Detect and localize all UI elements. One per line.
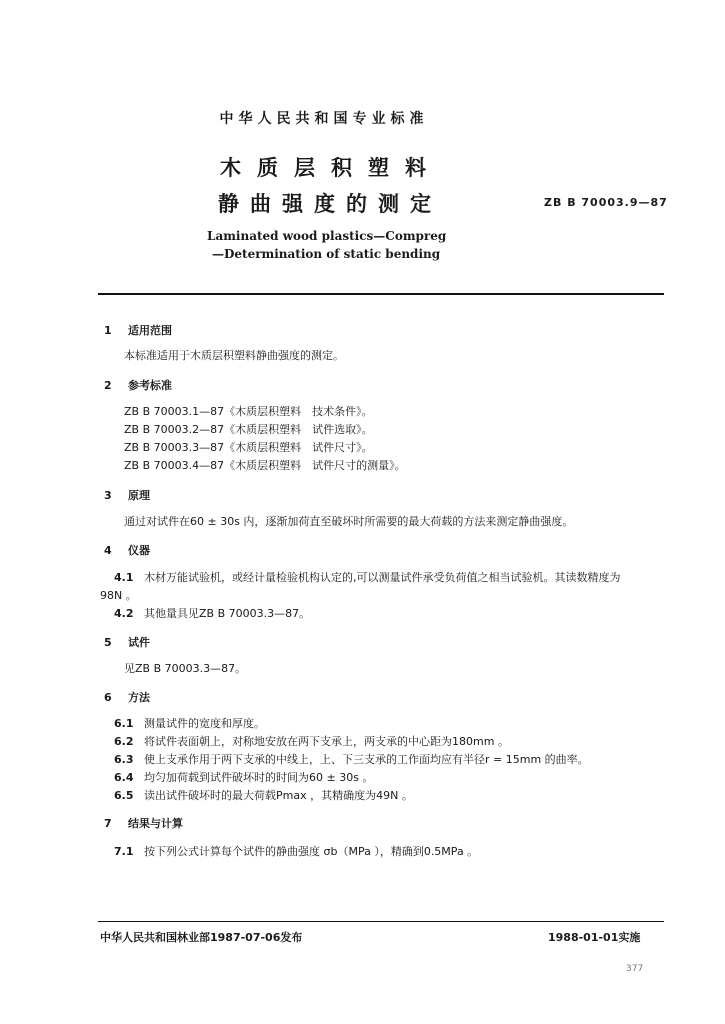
title-line-2: 静曲强度的测定 bbox=[218, 192, 442, 216]
clause-text: 按下列公式计算每个试件的静曲强度 σb（MPa ），精确到0.5MPa 。 bbox=[144, 845, 479, 858]
section-5-heading bbox=[104, 634, 150, 650]
clause-number: 6.5 bbox=[114, 789, 134, 802]
section-4-heading bbox=[104, 542, 150, 558]
section-3-heading bbox=[104, 487, 150, 503]
clause-text: 其他量具见ZB B 70003.3—87。 bbox=[144, 607, 311, 620]
section-number: 1 bbox=[104, 324, 112, 337]
section-title: 仪器 bbox=[128, 544, 150, 557]
section-number: 4 bbox=[104, 544, 112, 557]
clause-6-5 bbox=[114, 787, 413, 803]
clause-text: 木材万能试验机，或经计量检验机构认定的,可以测量试件承受负荷值之相当试验机。其读数精度为 bbox=[144, 571, 621, 584]
section-1-heading bbox=[104, 322, 172, 338]
clause-number: 6.2 bbox=[114, 735, 134, 748]
section-number: 2 bbox=[104, 379, 112, 392]
clause-text: 均匀加荷载到试件破坏时的时间为60 ± 30s 。 bbox=[144, 771, 374, 784]
section-2-heading bbox=[104, 377, 172, 393]
section-number: 5 bbox=[104, 636, 112, 649]
clause-number: 4.1 bbox=[114, 571, 134, 584]
clause-number: 7.1 bbox=[114, 845, 134, 858]
section-7-heading bbox=[104, 815, 183, 831]
title-line-1: 木质层积塑料 bbox=[220, 156, 442, 180]
section-5-body: 见ZB B 70003.3—87。 bbox=[124, 662, 247, 675]
section-number: 3 bbox=[104, 489, 112, 502]
standard-code: ZB B 70003.9—87 bbox=[544, 196, 668, 209]
clause-7-1 bbox=[114, 843, 478, 859]
section-title: 试件 bbox=[128, 636, 150, 649]
reference-item: ZB B 70003.2—87《木质层积塑料 试件选取》。 bbox=[124, 423, 373, 436]
section-number: 6 bbox=[104, 691, 112, 704]
footer-divider bbox=[98, 921, 664, 922]
section-title: 结果与计算 bbox=[128, 817, 183, 830]
section-title: 适用范围 bbox=[128, 324, 172, 337]
clause-6-3 bbox=[114, 751, 589, 767]
header-divider bbox=[98, 293, 664, 295]
clause-4-2 bbox=[114, 605, 310, 621]
implementation-date: 1988-01-01实施 bbox=[548, 931, 641, 944]
clause-text: 读出试件破坏时的最大荷载Pmax ，其精确度为49N 。 bbox=[144, 789, 413, 802]
english-title-line-2: —Determination of static bending bbox=[212, 247, 441, 261]
english-title-line-1: Laminated wood plastics—Compreg bbox=[207, 229, 447, 243]
clause-number: 4.2 bbox=[114, 607, 134, 620]
clause-4-1 bbox=[114, 569, 621, 585]
section-title: 方法 bbox=[128, 691, 150, 704]
section-title: 参考标准 bbox=[128, 379, 172, 392]
section-6-heading bbox=[104, 689, 150, 705]
clause-text: 将试件表面朝上，对称地安放在两下支承上，两支承的中心距为180mm 。 bbox=[144, 735, 509, 748]
reference-item: ZB B 70003.3—87《木质层积塑料 试件尺寸》。 bbox=[124, 441, 373, 454]
section-title: 原理 bbox=[128, 489, 150, 502]
clause-text: 测量试件的宽度和厚度。 bbox=[144, 717, 265, 730]
section-number: 7 bbox=[104, 817, 112, 830]
clause-4-1-continuation: 98N 。 bbox=[100, 589, 137, 602]
reference-item: ZB B 70003.4—87《木质层积塑料 试件尺寸的测量》。 bbox=[124, 459, 406, 472]
page-number: 377 bbox=[626, 964, 644, 974]
clause-text: 使上支承作用于两下支承的中线上，上、下三支承的工作面均应有半径r = 15mm 的曲率。 bbox=[144, 753, 589, 766]
section-1-body: 本标准适用于木质层积塑料静曲强度的测定。 bbox=[124, 349, 344, 362]
clause-6-1 bbox=[114, 715, 265, 731]
publication-date: 中华人民共和国林业部1987-07-06发布 bbox=[100, 931, 303, 944]
reference-item: ZB B 70003.1—87《木质层积塑料 技术条件》。 bbox=[124, 405, 373, 418]
section-3-body: 通过对试件在60 ± 30s 内，逐渐加荷直至破坏时所需要的最大荷载的方法来测定静曲强度。 bbox=[124, 515, 574, 528]
clause-6-2 bbox=[114, 733, 509, 749]
clause-number: 6.4 bbox=[114, 771, 134, 784]
clause-number: 6.1 bbox=[114, 717, 134, 730]
clause-6-4 bbox=[114, 769, 373, 785]
clause-number: 6.3 bbox=[114, 753, 134, 766]
issuing-authority-header: 中华人民共和国专业标准 bbox=[219, 111, 429, 127]
